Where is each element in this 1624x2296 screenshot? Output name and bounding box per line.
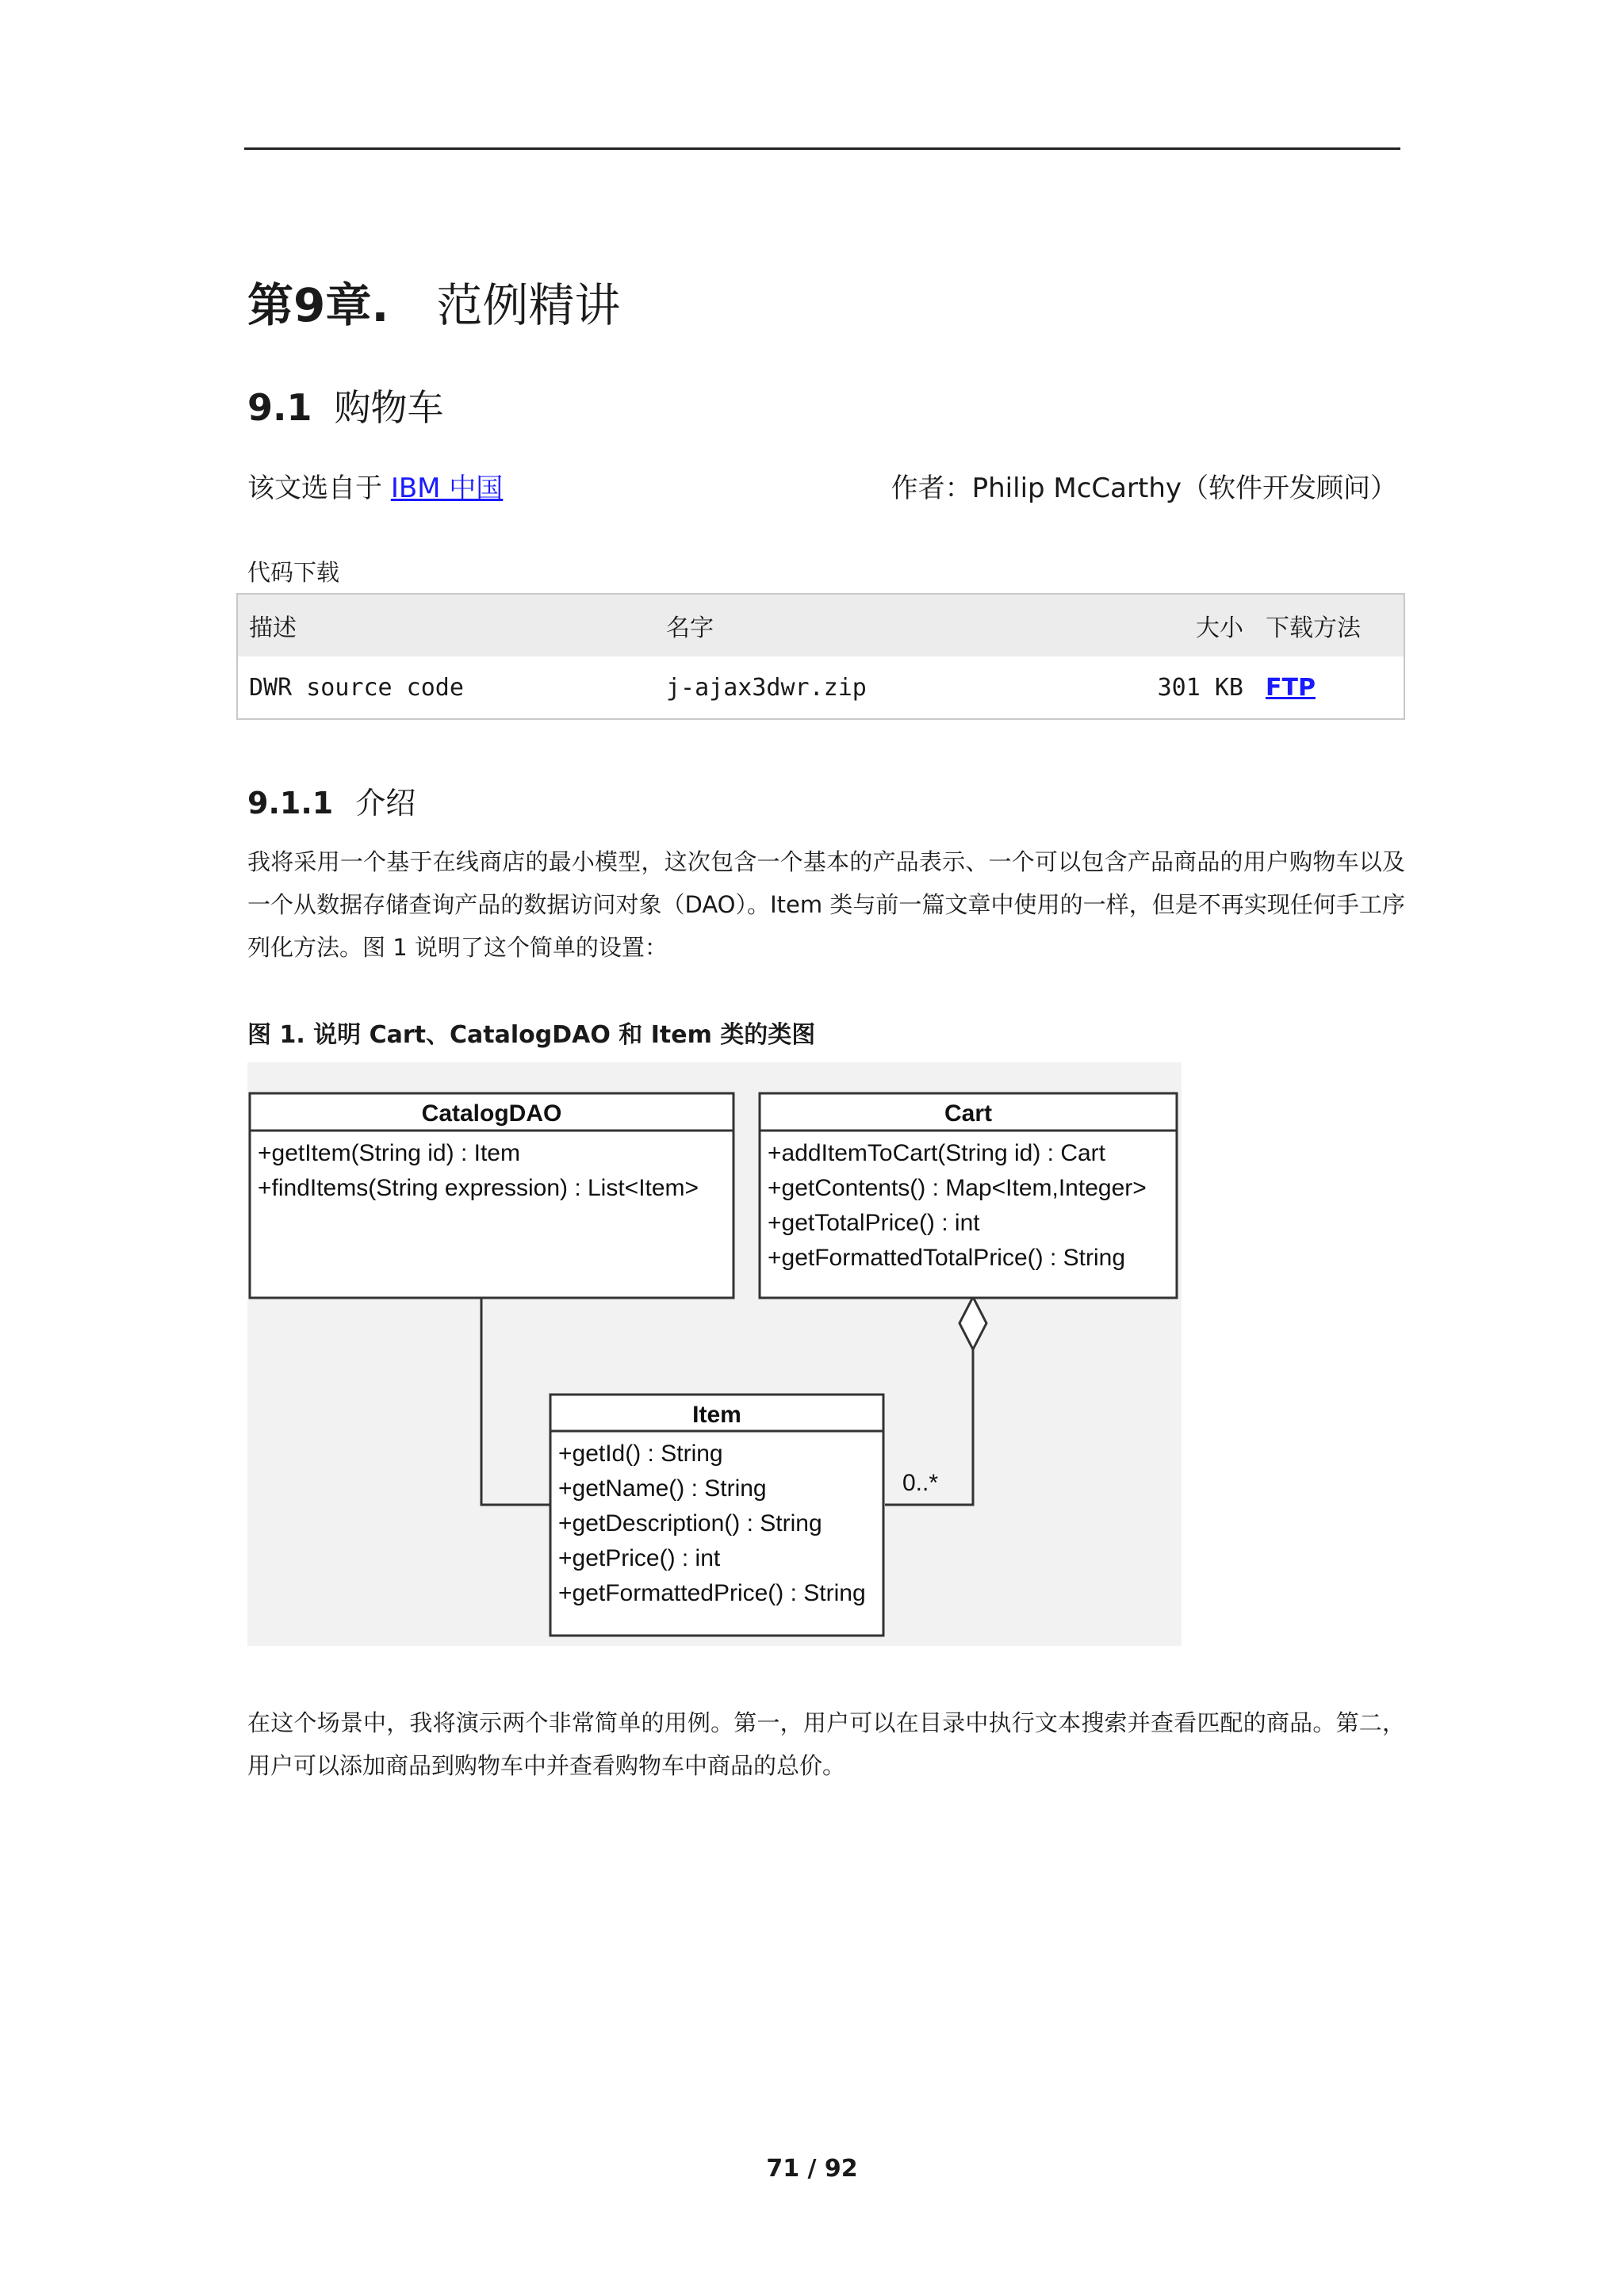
cell-filename: j-ajax3dwr.zip (666, 673, 867, 702)
item-method: +getName() : String (558, 1475, 767, 1502)
intro-paragraph: 我将采用一个基于在线商店的最小模型，这次包含一个基本的产品表示、一个可以包含产品商品的用户购物车以及一个从数据存储查询产品的数据访问对象（DAO）。Item 类与前一篇文章中使用的一样，但是不再实现任何手工序列化方法。图 1 说明了这个简单的设置： (247, 848, 1405, 961)
catalog-item-association (481, 1269, 550, 1505)
cell-method (1254, 656, 1404, 719)
source-prefix: 该文选自于 (247, 473, 382, 504)
header-description: 描述 (237, 594, 655, 656)
catalogdao-class-box (250, 1093, 733, 1298)
multiplicity-label: 0..* (902, 1470, 939, 1496)
catalogdao-method: +findItems(String expression) : List<Item> (258, 1175, 699, 1201)
cart-method: +addItemToCart(String id) : Cart (768, 1140, 1105, 1166)
item-class-name: Item (692, 1402, 741, 1428)
download-title: 代码下载 (247, 559, 340, 586)
cart-method: +getContents() : Map<Item,Integer> (768, 1175, 1147, 1201)
subsection-name: 介绍 (355, 786, 416, 821)
download-table (236, 593, 1405, 720)
catalogdao-method: +getItem(String id) : Item (258, 1140, 520, 1166)
item-method: +getPrice() : int (558, 1545, 721, 1571)
chapter-number: 第9章. (247, 278, 389, 332)
catalogdao-class-name: CatalogDAO (421, 1100, 562, 1127)
figure-caption: 图 1. 说明 Cart、CatalogDAO 和 Item 类的类图 (247, 1021, 816, 1049)
item-method: +getId() : String (558, 1441, 723, 1467)
header-size: 大小 (1090, 594, 1254, 656)
chapter-name: 范例精讲 (436, 278, 621, 332)
section-name: 购物车 (334, 386, 444, 429)
header-name: 名字 (655, 594, 1090, 656)
aggregation-diamond (959, 1297, 986, 1349)
source-line (247, 466, 503, 505)
page-number: 71 / 92 (766, 2155, 858, 2183)
cart-method: +getTotalPrice() : int (768, 1210, 980, 1236)
closing-paragraph: 在这个场景中，我将演示两个非常简单的用例。第一，用户可以在目录中执行文本搜索并查看匹配的商品。第二，用户可以添加商品到购物车中并查看购物车中商品的总价。 (247, 1709, 1405, 1779)
subsection-title (247, 779, 416, 822)
cart-class-name: Cart (944, 1100, 993, 1127)
table-row (237, 656, 1404, 719)
cell-description: DWR source code (249, 673, 464, 702)
uml-diagram (247, 1062, 1182, 1646)
cart-class-box (760, 1093, 1177, 1298)
item-class-box (550, 1395, 883, 1636)
ibm-china-link[interactable]: IBM 中国 (390, 473, 504, 504)
section-number: 9.1 (247, 386, 312, 429)
header-rule (244, 147, 1400, 150)
download-table-header (237, 594, 1404, 656)
item-method: +getFormattedPrice() : String (558, 1580, 866, 1606)
chapter-title (247, 268, 620, 335)
cart-method: +getFormattedTotalPrice() : String (768, 1245, 1126, 1271)
item-method: +getDescription() : String (558, 1510, 822, 1536)
ftp-link[interactable]: FTP (1266, 673, 1316, 702)
subsection-number: 9.1.1 (247, 786, 334, 821)
author-line: 作者：Philip McCarthy（软件开发顾问） (891, 473, 1397, 504)
cell-size: 301 KB (1157, 673, 1243, 702)
section-title (247, 379, 444, 431)
header-method: 下载方法 (1254, 594, 1404, 656)
